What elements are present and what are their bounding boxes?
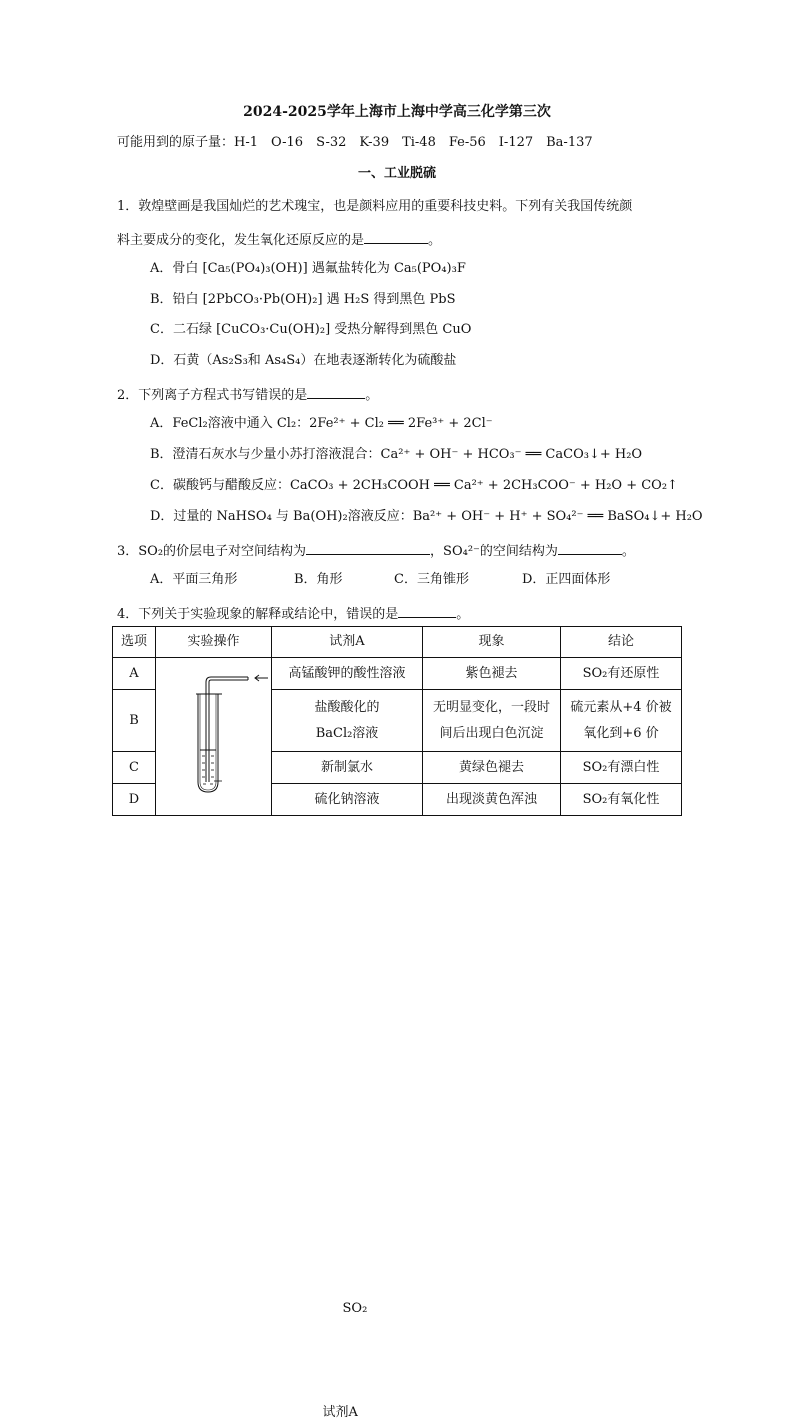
answer-blank[interactable] (558, 540, 622, 555)
gas-label: SO₂ (342, 1300, 368, 1316)
reagent-line: BaCl₂溶液 (315, 725, 379, 741)
header-phenomenon: 现象 (423, 627, 561, 658)
header-option: 选项 (113, 627, 156, 658)
table-row (113, 658, 682, 690)
row-option: C (113, 752, 156, 784)
q1-option-b[interactable]: B．铅白 [2PbCO₃·Pb(OH)₂] 遇 H₂S 得到黑色 PbS (150, 292, 456, 307)
row-option: A (113, 658, 156, 690)
row-reagent: 硫化钠溶液 (272, 784, 423, 816)
reagent-label: 试剂A (322, 1404, 358, 1420)
q1-stem-line2 (117, 229, 441, 250)
test-tube-diagram (156, 670, 272, 794)
row-reagent (272, 690, 423, 752)
section-heading: 一、工业脱硫 (357, 166, 436, 181)
header-operation: 实验操作 (156, 627, 272, 658)
q2-stem-text: 2．下列离子方程式书写错误的是 (117, 388, 308, 403)
row-phenomenon: 紫色褪去 (423, 658, 561, 690)
conclusion-line: 硫元素从+4 价被 (570, 699, 672, 715)
q4-stem (117, 603, 469, 624)
q3-option-c[interactable]: C．三角锥形 (394, 572, 469, 587)
q3-option-b[interactable]: B．角形 (294, 572, 343, 587)
page-title: 2024-2025学年上海市上海中学高三化学第三次 (243, 104, 551, 120)
header-conclusion: 结论 (561, 627, 682, 658)
q3-option-d[interactable]: D．正四面体形 (522, 572, 611, 587)
answer-blank[interactable] (307, 384, 365, 399)
q3-stem-b: ，SO₄²⁻的空间结构为 (430, 544, 558, 559)
reagent-line: 盐酸酸化的 (314, 699, 380, 715)
row-reagent: 高锰酸钾的酸性溶液 (272, 658, 423, 690)
row-phenomenon: 出现淡黄色浑浊 (423, 784, 561, 816)
q1-stem-line1: 1．敦煌壁画是我国灿烂的艺术瑰宝，也是颜料应用的重要科技史料。下列有关我国传统颜 (117, 199, 633, 214)
answer-blank[interactable] (364, 229, 428, 244)
q2-option-b[interactable]: B．澄清石灰水与少量小苏打溶液混合：Ca²⁺ + OH⁻ + HCO₃⁻ ══ CaCO₃↓+ H₂O (150, 447, 643, 462)
q3-stem (117, 540, 635, 561)
row-conclusion (561, 690, 682, 752)
q4-stem-text: 4．下列关于实验现象的解释或结论中，错误的是 (117, 607, 399, 622)
table-header-row (113, 627, 682, 658)
row-reagent: 新制氯水 (272, 752, 423, 784)
row-conclusion: SO₂有还原性 (561, 658, 682, 690)
phenomenon-line: 间后出现白色沉淀 (439, 725, 544, 741)
row-conclusion: SO₂有氧化性 (561, 784, 682, 816)
q3-options (150, 571, 610, 589)
phenomenon-line: 无明显变化，一段时 (432, 699, 550, 715)
q1-stem-text: 料主要成分的变化，发生氧化还原反应的是 (117, 233, 365, 248)
q2-stem-end: 。 (365, 388, 379, 403)
q2-stem (117, 384, 378, 405)
row-conclusion: SO₂有漂白性 (561, 752, 682, 784)
q1-option-d[interactable]: D．石黄（As₂S₃和 As₄S₄）在地表逐渐转化为硫酸盐 (150, 353, 457, 368)
answer-blank[interactable] (398, 603, 456, 618)
row-option: D (113, 784, 156, 816)
q4-stem-end: 。 (456, 607, 470, 622)
q4-table (112, 626, 682, 1420)
q2-option-a[interactable]: A．FeCl₂溶液中通入 Cl₂：2Fe²⁺ + Cl₂ ══ 2Fe³⁺ + 2Cl⁻ (150, 416, 493, 431)
q3-option-a[interactable]: A．平面三角形 (150, 572, 238, 587)
answer-blank[interactable] (306, 540, 430, 555)
q1-option-a[interactable]: A．骨白 [Ca₅(PO₄)₃(OH)] 遇氟盐转化为 Ca₅(PO₄)₃F (150, 261, 466, 276)
row-option: B (113, 690, 156, 752)
conclusion-line: 氧化到+6 价 (583, 725, 659, 741)
q1-option-c[interactable]: C．二石绿 [CuCO₃·Cu(OH)₂] 受热分解得到黑色 CuO (150, 322, 472, 337)
header-reagent: 试剂A (272, 627, 423, 658)
q3-stem-a: 3．SO₂的价层电子对空间结构为 (117, 544, 307, 559)
q2-option-d[interactable]: D．过量的 NaHSO₄ 与 Ba(OH)₂溶液反应：Ba²⁺ + OH⁻ + H⁺ + SO₄²⁻ ══ BaSO₄↓+ H₂O (150, 509, 703, 524)
atomic-masses: 可能用到的原子量：H-1 O-16 S-32 K-39 Ti-48 Fe-56 I-127 Ba-137 (117, 135, 593, 150)
q2-option-c[interactable]: C．碳酸钙与醋酸反应：CaCO₃ + 2CH₃COOH ══ Ca²⁺ + 2CH₃COO⁻ + H₂O + CO₂↑ (150, 478, 678, 493)
q1-stem-end: 。 (428, 233, 442, 248)
q3-stem-end: 。 (621, 544, 635, 559)
row-phenomenon (423, 690, 561, 752)
row-phenomenon: 黄绿色褪去 (423, 752, 561, 784)
